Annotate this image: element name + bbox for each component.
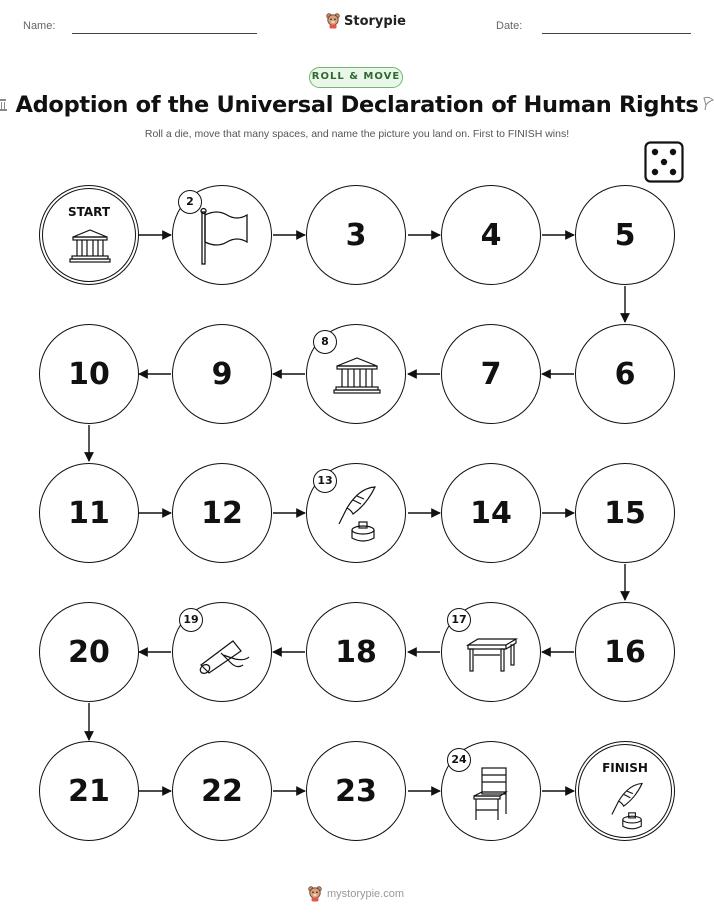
space-number: 5	[614, 217, 636, 253]
space-number-badge: 2	[178, 190, 202, 214]
chair-icon	[470, 766, 514, 822]
table-icon	[464, 635, 520, 675]
space-number: 9	[211, 356, 233, 392]
space-number: 15	[604, 495, 646, 531]
space-number: 7	[480, 356, 502, 392]
scroll-icon	[193, 635, 253, 675]
space-20	[39, 602, 139, 702]
space-18	[306, 602, 406, 702]
space-number: 6	[614, 356, 636, 392]
space-22	[172, 741, 272, 841]
activity-badge: ROLL & MOVE	[309, 67, 403, 88]
government-building-icon	[69, 227, 111, 265]
space-23	[306, 741, 406, 841]
space-number: 14	[470, 495, 512, 531]
space-number: 11	[68, 495, 110, 531]
space-9	[172, 324, 272, 424]
space-number-badge: 24	[447, 748, 471, 772]
flag-icon	[199, 206, 249, 266]
space-number-badge: 8	[313, 330, 337, 354]
space-number: 3	[345, 217, 367, 253]
footer-site-link[interactable]: mystorypie.com	[327, 888, 405, 900]
space-number: 12	[201, 495, 243, 531]
start-label: START	[67, 205, 111, 219]
space-number-badge: 19	[179, 608, 203, 632]
space-10	[39, 324, 139, 424]
space-number: 22	[201, 773, 243, 809]
space-number: 21	[68, 773, 110, 809]
space-3	[306, 185, 406, 285]
start-space	[39, 185, 139, 285]
space-15	[575, 463, 675, 563]
space-16	[575, 602, 675, 702]
government-building-icon	[333, 355, 381, 397]
space-4	[441, 185, 541, 285]
name-label: Name:	[23, 20, 56, 32]
quill-and-inkwell-icon	[331, 484, 383, 546]
space-number: 4	[480, 217, 502, 253]
finish-space	[575, 741, 675, 841]
space-12	[172, 463, 272, 563]
space-7	[441, 324, 541, 424]
space-number: 18	[335, 634, 377, 670]
space-number: 23	[335, 773, 377, 809]
space-number-badge: 17	[447, 608, 471, 632]
space-number: 16	[604, 634, 646, 670]
space-21	[39, 741, 139, 841]
space-number: 10	[68, 356, 110, 392]
instructions: Roll a die, move that many spaces, and name the picture you land on. First to FINISH wins!	[144, 128, 570, 140]
space-number: 20	[68, 634, 110, 670]
space-14	[441, 463, 541, 563]
space-11	[39, 463, 139, 563]
finish-label: FINISH	[602, 761, 648, 775]
quill-and-inkwell-icon	[605, 781, 649, 833]
brand-name: Storypie	[344, 13, 406, 29]
footer	[308, 886, 404, 902]
space-6	[575, 324, 675, 424]
space-number-badge: 13	[313, 469, 337, 493]
page-title: Adoption of the Universal Declaration of Human Rights	[15, 92, 699, 118]
bear-mascot-icon	[308, 886, 322, 902]
date-label: Date:	[496, 20, 523, 32]
space-5	[575, 185, 675, 285]
